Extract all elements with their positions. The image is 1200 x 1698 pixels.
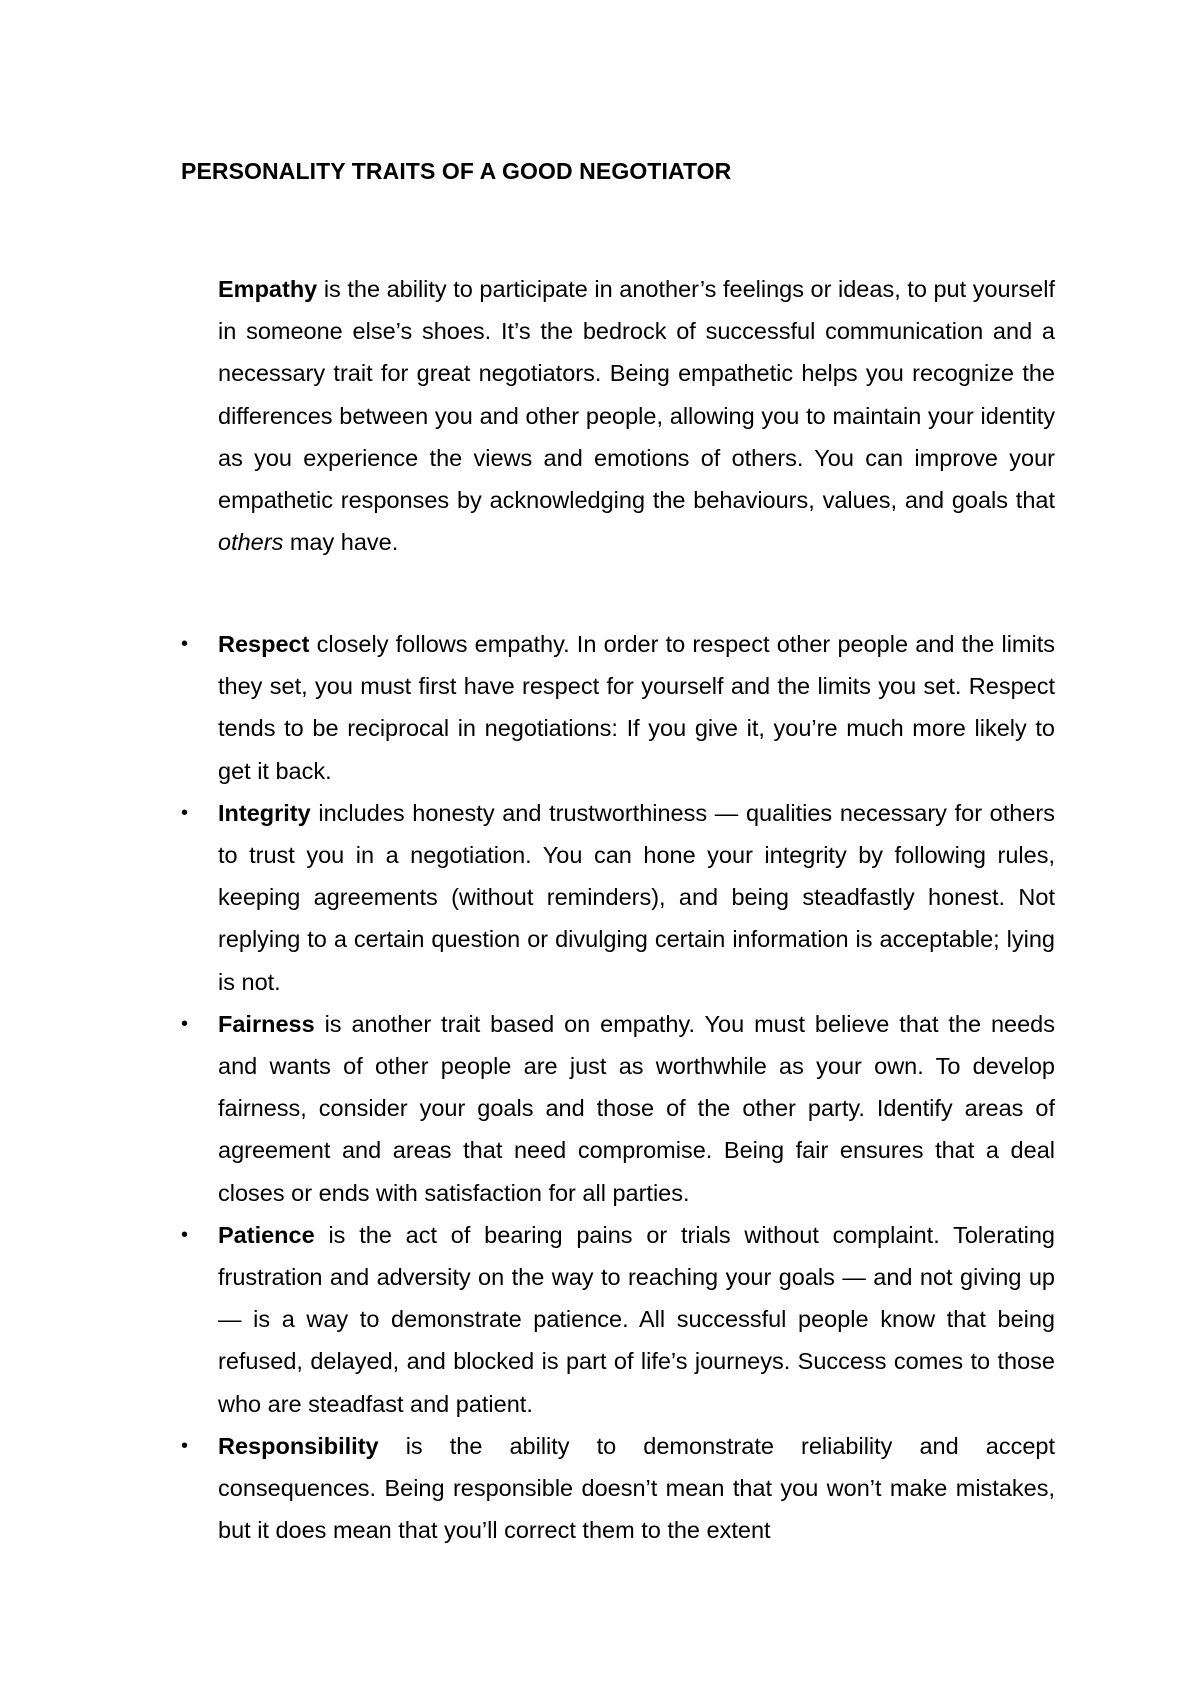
term-empathy: Empathy bbox=[218, 276, 318, 302]
list-item-fairness bbox=[181, 1003, 1055, 1214]
bullet-icon: • bbox=[181, 1223, 189, 1246]
term-integrity: Integrity bbox=[218, 799, 311, 826]
term-patience: Patience bbox=[218, 1221, 315, 1248]
bullet-icon: • bbox=[181, 633, 189, 655]
intro-text-after-italic: may have. bbox=[283, 529, 399, 556]
bullet-icon: • bbox=[181, 1012, 189, 1035]
intro-text-before-italic: is the ability to participate in another’s feelings or ideas, to put yourself in someone else’s shoes. It’s the bedrock of successful communication and a necessary trait for great negotiators. Being empathetic helps you recognize the differences between you and other people, allowing you to maintain your identity as you experience the views and emotions of others. You can improve your empathetic responses by acknowledging the behaviours, values, and goals that bbox=[218, 276, 1055, 514]
intro-paragraph-empathy bbox=[218, 268, 1055, 563]
term-fairness: Fairness bbox=[218, 1010, 315, 1037]
traits-bullet-list bbox=[181, 623, 1055, 1551]
trait-text-patience: is the act of bearing pains or trials without complaint. Tolerating frustration and adversity on the way to reaching your goals — and not giving up — is a way to demonstrate patience. All successful people know that being refused, delayed, and blocked is part of life’s journeys. Success comes to those who are steadfast and patient. bbox=[218, 1221, 1055, 1417]
list-item-patience bbox=[181, 1214, 1055, 1425]
page-title: PERSONALITY TRAITS OF A GOOD NEGOTIATOR bbox=[181, 158, 732, 184]
term-responsibility: Responsibility bbox=[218, 1432, 379, 1459]
bullet-icon: • bbox=[181, 801, 189, 824]
trait-text-respect: closely follows empathy. In order to respect other people and the limits they set, you must first have respect for yourself and the limits you set. Respect tends to be reciprocal in negotiations: If you give it, you’re much more likely to get it back. bbox=[218, 631, 1055, 784]
trait-text-integrity: includes honesty and trustworthiness — qualities necessary for others to trust you in a negotiation. You can hone your integrity by following rules, keeping agreements (without reminders), and being steadfastly honest. Not replying to a certain question or divulging certain information is acceptable; lying is not. bbox=[218, 799, 1055, 995]
bullet-icon: • bbox=[181, 1434, 189, 1457]
list-item-responsibility bbox=[181, 1425, 1055, 1552]
list-item-respect bbox=[181, 623, 1055, 792]
trait-text-responsibility: is the ability to demonstrate reliability and accept consequences. Being responsible doesn’t mean that you won’t make mistakes, but it does mean that you’ll correct them to the extent bbox=[218, 1432, 1055, 1544]
list-item-integrity bbox=[181, 792, 1055, 1003]
intro-italic-word: others bbox=[218, 529, 284, 556]
trait-text-fairness: is another trait based on empathy. You must believe that the needs and wants of other people are just as worthwhile as your own. To develop fairness, consider your goals and those of the other party. Identify areas of agreement and areas that need compromise. Being fair ensures that a deal closes or ends with satisfaction for all parties. bbox=[218, 1010, 1055, 1206]
term-respect: Respect bbox=[218, 631, 310, 657]
